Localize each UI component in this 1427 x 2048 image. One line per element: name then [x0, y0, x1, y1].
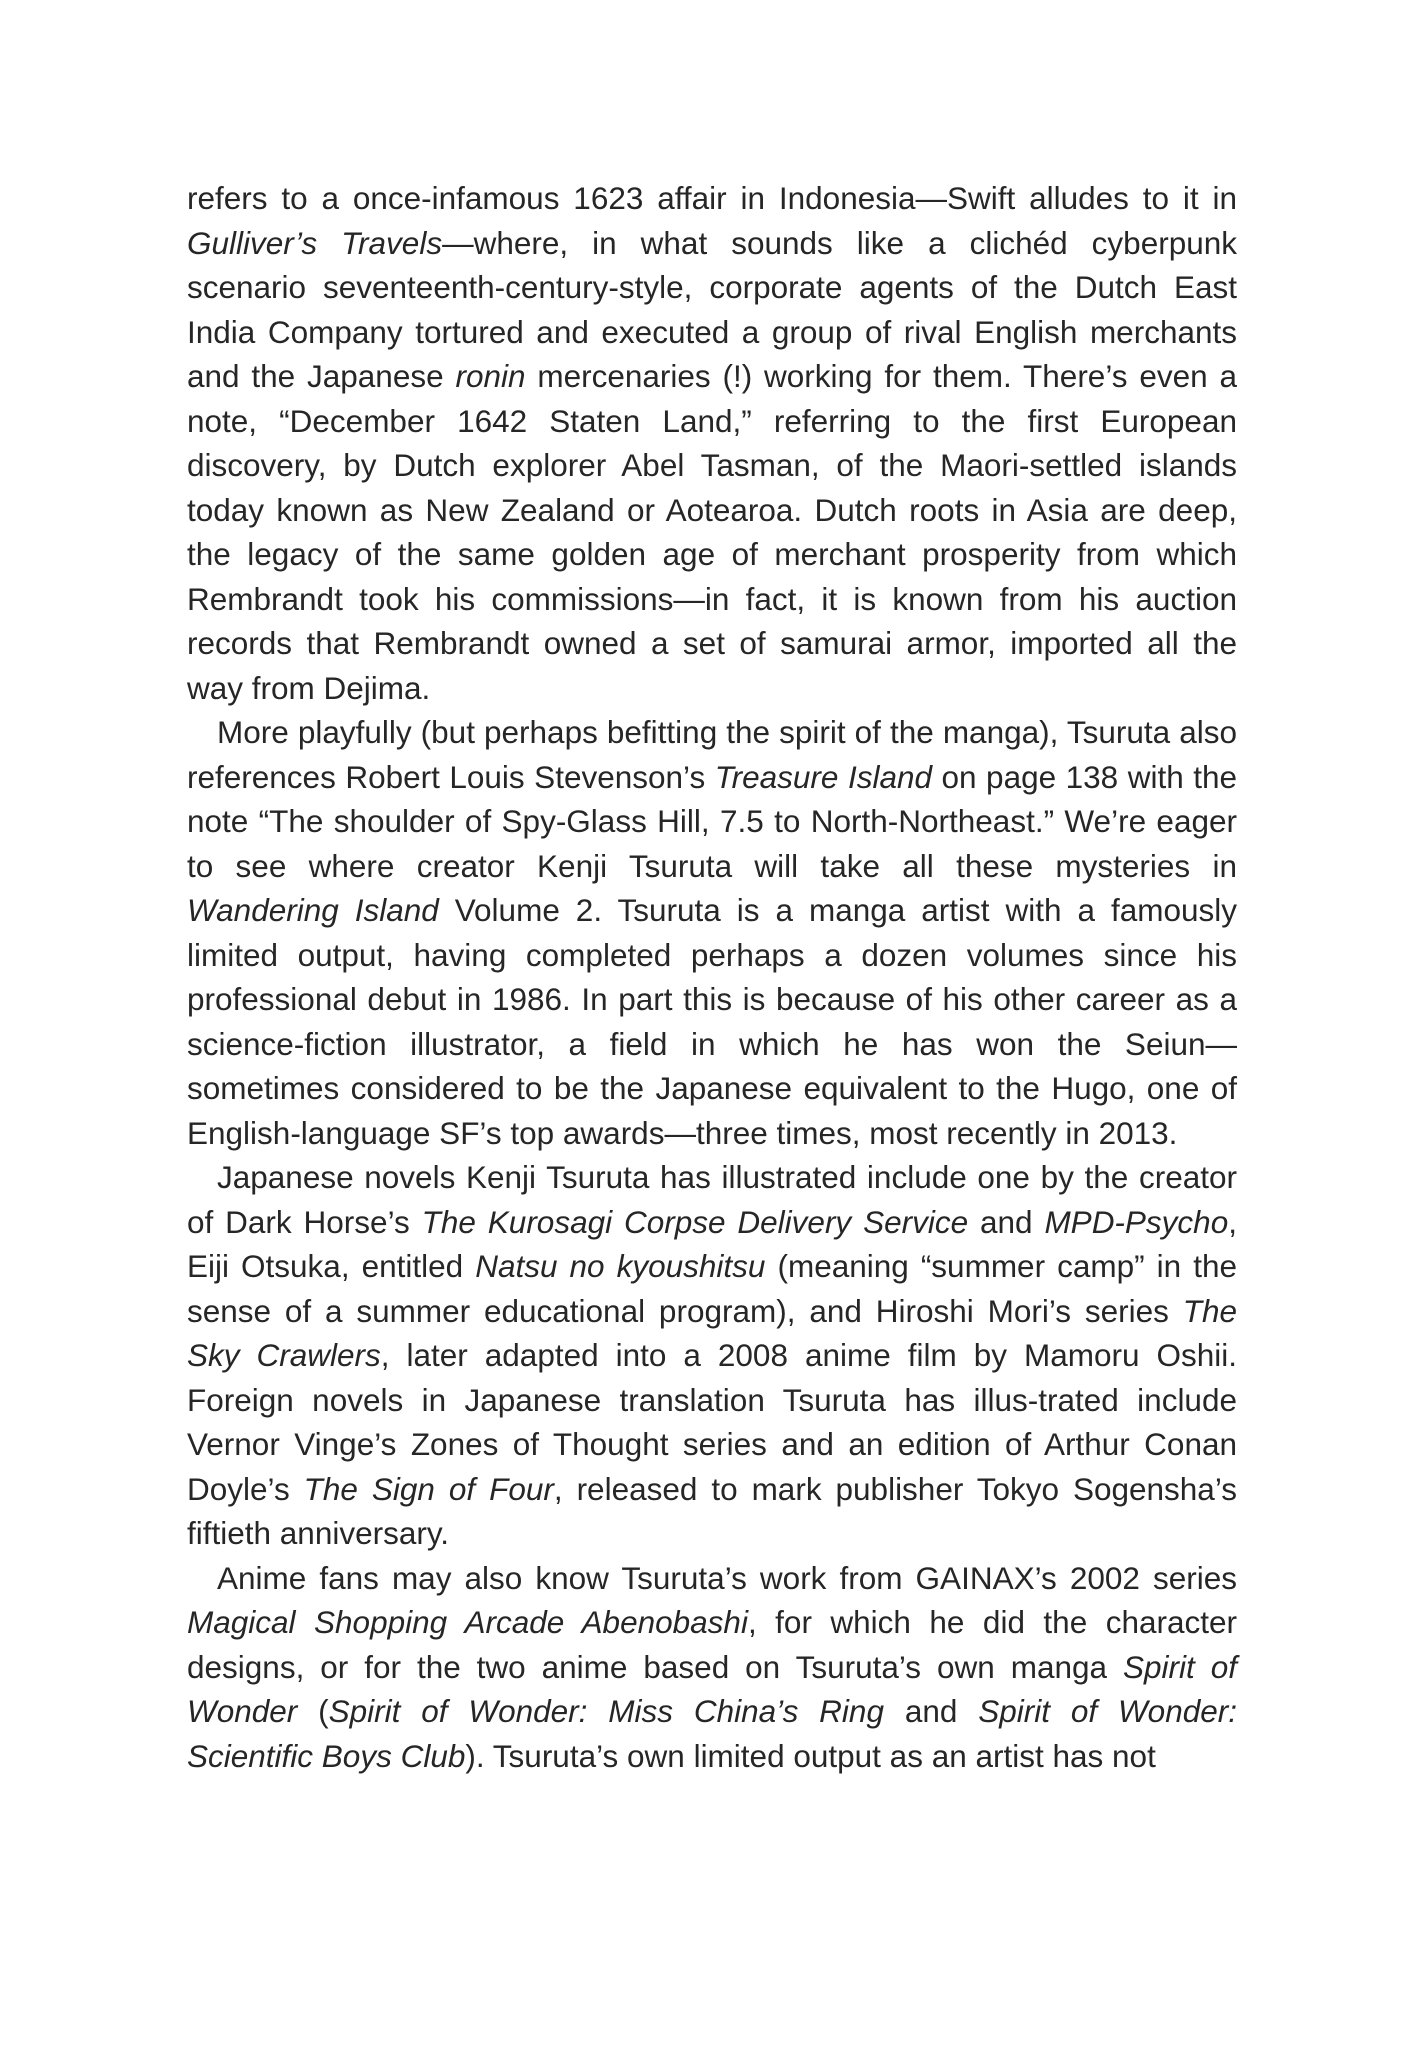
- italic-text-segment: Spirit of Wonder: Miss China’s Ring: [328, 1693, 884, 1729]
- italic-text-segment: Spirit of Wonder: Scientific Boys Club: [187, 1693, 1237, 1774]
- italic-text-segment: The Sky Crawlers: [187, 1292, 1237, 1373]
- text-segment: Japanese novels Kenji Tsuruta has illustrated include one by the creator of Dark Horse’s: [187, 1159, 1237, 1240]
- italic-text-segment: Spirit of Wonder: [187, 1648, 1237, 1729]
- text-segment: ). Tsuruta’s own limited output as an artist has not: [465, 1737, 1156, 1774]
- text-segment: Volume 2. Tsuruta is a manga artist with a famously limited output, having completed perhaps a dozen volumes since his professional debut in 1986. In part this is because of his other career as a science-fiction illustrator, a field in which he has won the Seiun—sometimes considered to be the Japanese equivalent to the Hugo, one of English-language SF’s top awards—three times, most recently in 2013.: [187, 892, 1237, 1151]
- paragraph-1: [187, 176, 1237, 710]
- text-segment: on page 138 with the note “The shoulder of Spy-Glass Hill, 7.5 to North-Northeast.” We’re eager to see where creator Kenji Tsuruta will take all these mysteries in: [187, 758, 1238, 884]
- italic-text-segment: The Sign of Four: [303, 1470, 554, 1507]
- italic-text-segment: MPD-Psycho: [1044, 1203, 1229, 1240]
- italic-text-segment: Wandering Island: [187, 892, 439, 928]
- text-segment: Anime fans may also know Tsuruta’s work from GAINAX’s 2002 series: [217, 1559, 1237, 1596]
- text-segment: (: [297, 1693, 329, 1729]
- italic-text-segment: ronin: [455, 358, 526, 394]
- text-segment: and: [968, 1203, 1045, 1240]
- text-segment: More playfully (but perhaps befitting the spirit of the manga), Tsuruta also references Robert Louis Stevenson’s: [187, 714, 1237, 795]
- italic-text-segment: Treasure Island: [714, 758, 933, 795]
- text-segment: refers to a once-infamous 1623 affair in Indonesia—Swift alludes to it in: [187, 180, 1237, 216]
- paragraph-4: [187, 1556, 1237, 1779]
- text-segment: , later adapted into a 2008 anime film by Mamoru Oshii. Foreign novels in Japanese translation Tsuruta has illus-trated include Vernor Vinge’s Zones of Thought series and an edition of Arthur Conan Doyle’s: [187, 1337, 1237, 1507]
- page-body: [187, 176, 1237, 1778]
- text-segment: mercenaries (!) working for them. There’s even a note, “December 1642 Staten Land,” referring to the first European discovery, by Dutch explorer Abel Tasman, of the Maori-settled islands today known as New Zealand or Aotearoa. Dutch roots in Asia are deep, the legacy of the same golden age of merchant prosperity from which Rembrandt took his commissions—in fact, it is known from his auction records that Rembrandt owned a set of samurai armor, imported all the way from Dejima.: [187, 358, 1237, 706]
- italic-text-segment: Natsu no kyoushitsu: [475, 1248, 766, 1284]
- italic-text-segment: Gulliver’s Travels: [187, 224, 443, 261]
- text-segment: , Eiji Otsuka, entitled: [187, 1203, 1237, 1284]
- paragraph-3: [187, 1155, 1237, 1556]
- text-segment: (meaning “summer camp” in the sense of a summer educational program), and Hiroshi Mori’s series: [187, 1248, 1237, 1329]
- italic-text-segment: The Kurosagi Corpse Delivery Service: [421, 1203, 969, 1240]
- italic-text-segment: Magical Shopping Arcade Abenobashi: [187, 1604, 748, 1640]
- text-segment: —where, in what sounds like a clichéd cyberpunk scenario seventeenth-century-style, corporate agents of the Dutch East India Company tortured and executed a group of rival English merchants and the Japanese: [187, 224, 1238, 394]
- text-segment: , released to mark publisher Tokyo Sogensha’s fiftieth anniversary.: [187, 1470, 1238, 1551]
- text-segment: and: [883, 1693, 979, 1729]
- text-segment: , for which he did the character designs, or for the two anime based on Tsuruta’s own manga: [187, 1604, 1238, 1685]
- paragraph-2: [187, 710, 1237, 1155]
